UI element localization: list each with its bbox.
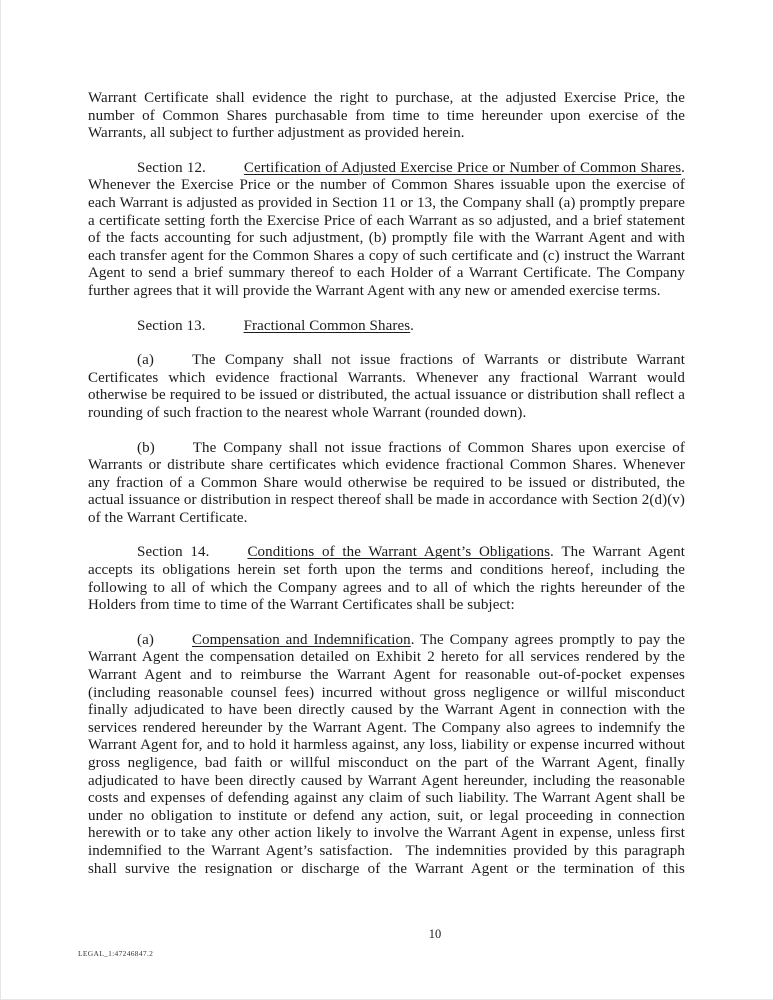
section-14a-heading-period: .: [410, 631, 421, 648]
paragraph-section-12: [88, 160, 685, 301]
paragraph-section-13b: [88, 440, 685, 528]
section-13-heading: Fractional Common Shares: [243, 317, 411, 334]
paragraph-continuation: [88, 90, 685, 143]
paragraph-section-14: [88, 544, 685, 614]
paragraph-section-13-heading: [88, 318, 685, 336]
section-12-body: Whenever the Exercise Price or the number of Common Shares issuable upon the exercise of each Warrant is adjusted as provided in Section 11 or 13, the Company shall (a) promptly prepare a certificate setting forth the Exercise Price of each Warrant as so adjusted, and a brief statement of the facts accounting for such adjustment, (b) promptly file with the Warrant Agent and with each transfer agent for the Common Shares a copy of such certificate and (c) instruct the Warrant Agent to send a brief summary thereof to each Holder of a Warrant Certificate. The Company further agrees that it will provide the Warrant Agent with any new or amended exercise terms.: [88, 177, 685, 299]
section-14a-body: The Company agrees promptly to pay the Warrant Agent the compensation detailed on Exhibit 2 hereto for all services rendered by the Warrant Agent and to reimburse the Warrant Agent for reasonable out-of-pocket expenses (including reasonable counsel fees) incurred without gross negligence or willful misconduct finally adjudicated to have been directly caused by the Warrant Agent in connection with the services rendered hereunder by the Warrant Agent. The Company also agrees to indemnify the Warrant Agent for, and to hold it harmless against, any loss, liability or expense incurred without gross negligence, bad faith or willful misconduct on the part of the Warrant Agent, finally adjudicated to have been directly caused by Warrant Agent hereunder, including the reasonable costs and expenses of defending against any claim of such liability. The Warrant Agent shall be under no obligation to institute or defend any action, suit, or legal proceeding in connection herewith or to take any other action likely to involve the Warrant Agent in expense, unless first indemnified to the Warrant Agent’s satisfaction. The indemnities provided by this paragraph shall survive the resignation or discharge of the Warrant Agent or the termination of this: [88, 631, 685, 877]
paragraph-text: Warrant Certificate shall evidence the right to purchase, at the adjusted Exercise Price, the number of Common Shares purchasable from time to time hereunder upon exercise of the Warrants, all subject to further adjustment as provided herein.: [88, 90, 685, 142]
document-id-footer: LEGAL_1:47246847.2: [78, 949, 154, 958]
section-12-heading: Certification of Adjusted Exercise Price or Number of Common Shares: [243, 159, 682, 176]
page-number: 10: [428, 927, 442, 941]
section-14a-heading: Compensation and Indemnification: [191, 631, 411, 648]
document-body: [88, 90, 685, 895]
section-14-label: Section 14.: [137, 544, 210, 561]
section-13b-body: The Company shall not issue fractions of Common Shares upon exercise of Warrants or distribute share certificates which evidence fractional Common Shares. Whenever any fraction of a Common Share would otherwise be required to be issued or distributed, the actual issuance or distribution in respect thereof shall be made in accordance with Section 2(d)(v) of the Warrant Certificate.: [88, 439, 685, 526]
paragraph-section-13a: [88, 352, 685, 422]
section-14a-label: (a): [137, 631, 154, 648]
section-12-heading-period: .: [681, 159, 686, 176]
section-14-heading: Conditions of the Warrant Agent’s Obligations: [247, 544, 551, 561]
section-14-body: The Warrant Agent accepts its obligations herein set forth upon the terms and conditions hereof, including the following to all of which the Company agrees and to all of which the rights hereunder of the Holders from time to time of the Warrant Certificates shall be subject:: [88, 544, 686, 614]
section-13-heading-period: .: [410, 317, 414, 334]
section-13a-label: (a): [137, 352, 154, 369]
paragraph-section-14a: [88, 632, 685, 878]
section-13b-label: (b): [137, 439, 155, 456]
section-14-heading-period: .: [550, 544, 562, 561]
section-13a-body: The Company shall not issue fractions of Warrants or distribute Warrant Certificates which evidence fractional Warrants. Whenever any fractional Warrant would otherwise be required to be issued or distributed, the actual issuance or distribution shall reflect a rounding of such fraction to the nearest whole Warrant (rounded down).: [88, 352, 685, 421]
section-13-label: Section 13.: [137, 317, 206, 334]
section-12-label: Section 12.: [137, 159, 206, 176]
